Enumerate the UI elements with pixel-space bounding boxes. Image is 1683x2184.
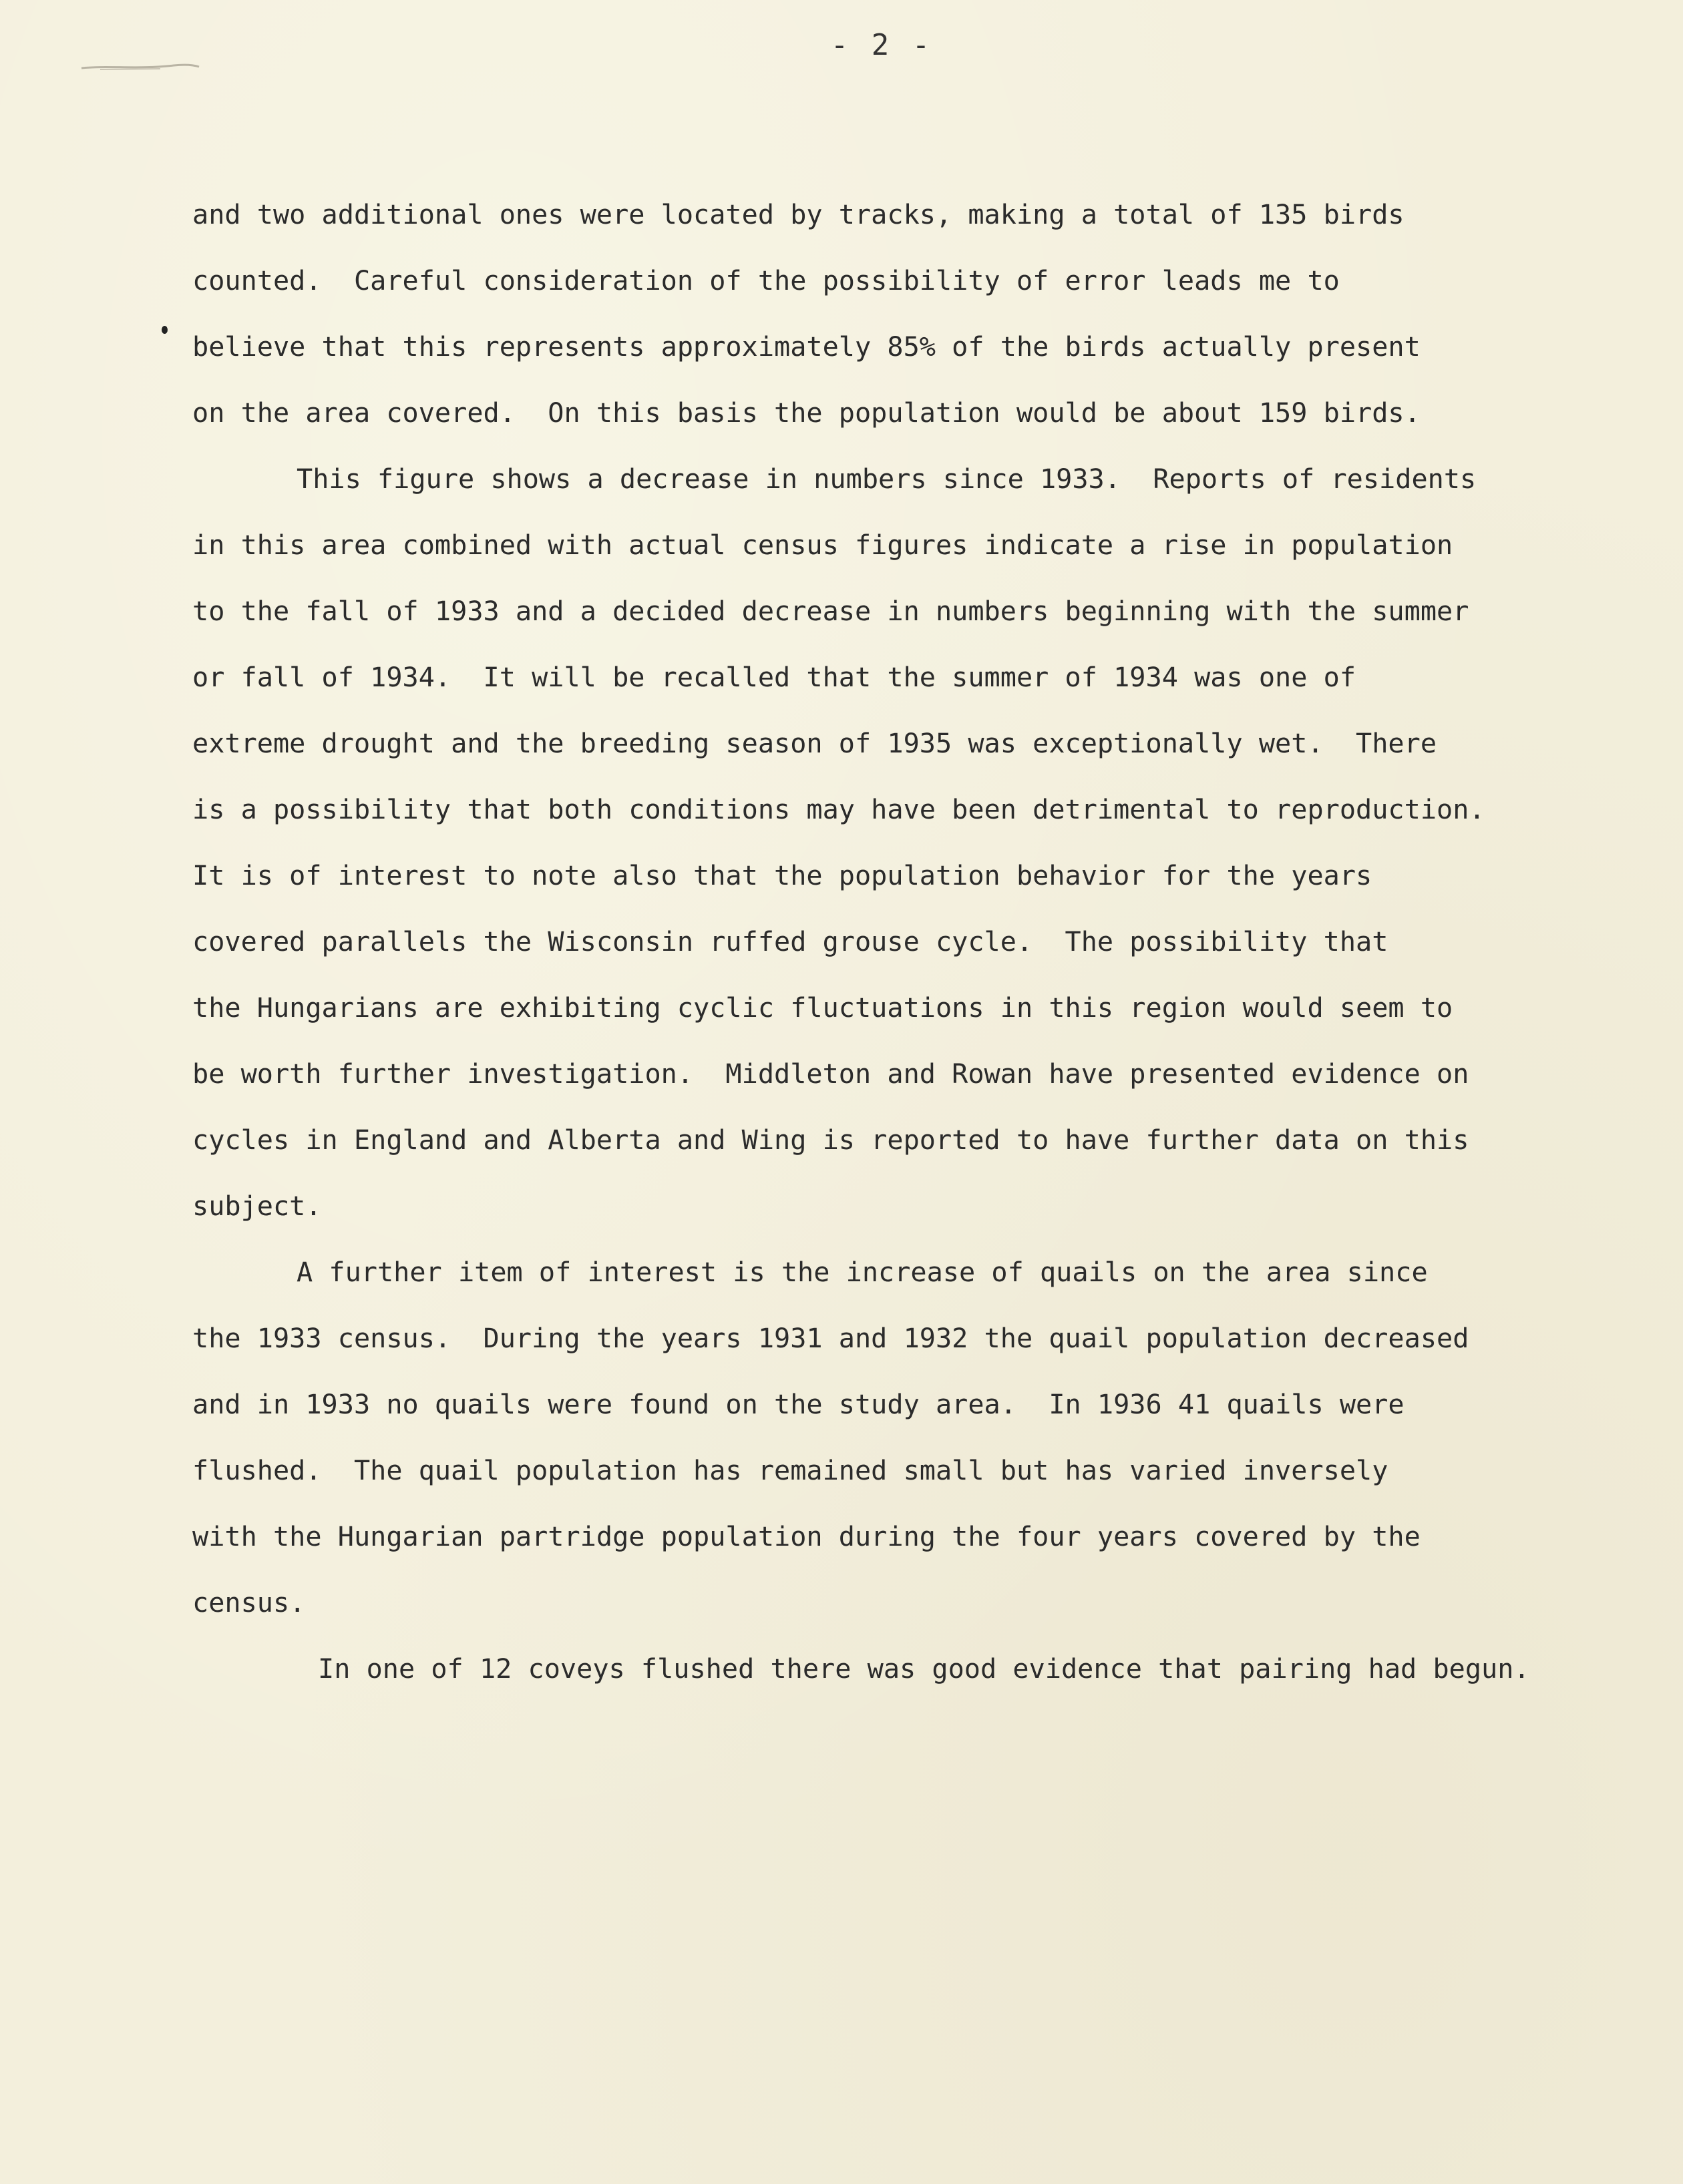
pencil-mark [80, 61, 200, 72]
paragraph-first-line: In one of 12 coveys flushed there was good evidence that pairing had begun. [318, 1654, 1530, 1685]
paragraph-first-line: This figure shows a decrease in numbers since 1933. Reports of residents [297, 464, 1477, 495]
text-line: in this area combined with actual census figures indicate a rise in population [192, 530, 1453, 561]
text-line: It is of interest to note also that the population behavior for the years [192, 861, 1372, 891]
text-line: be worth further investigation. Middleton and Rowan have presented evidence on [192, 1059, 1469, 1090]
text-line: and two additional ones were located by tracks, making a total of 135 birds [192, 200, 1405, 230]
text-line: covered parallels the Wisconsin ruffed grouse cycle. The possibility that [192, 927, 1388, 957]
text-line: census. [192, 1588, 306, 1618]
text-line: cycles in England and Alberta and Wing is reported to have further data on this [192, 1125, 1469, 1156]
typed-body [192, 194, 1568, 1714]
text-line: the Hungarians are exhibiting cyclic fluctuations in this region would seem to [192, 993, 1453, 1024]
text-line: on the area covered. On this basis the population would be about 159 birds. [192, 398, 1421, 429]
text-line: or fall of 1934. It will be recalled that the summer of 1934 was one of [192, 662, 1356, 693]
page-number: - 2 - [830, 28, 933, 62]
text-line: extreme drought and the breeding season of 1935 was exceptionally wet. There [192, 728, 1437, 759]
text-line: is a possibility that both conditions may have been detrimental to reproduction. [192, 795, 1485, 825]
margin-dot [162, 326, 168, 334]
text-line: the 1933 census. During the years 1931 and 1932 the quail population decreased [192, 1323, 1469, 1354]
paragraph-first-line: A further item of interest is the increase of quails on the area since [297, 1257, 1428, 1288]
text-line: and in 1933 no quails were found on the study area. In 1936 41 quails were [192, 1389, 1405, 1420]
text-line: with the Hungarian partridge population during the four years covered by the [192, 1522, 1421, 1552]
text-line: to the fall of 1933 and a decided decrease in numbers beginning with the summer [192, 596, 1469, 627]
text-line: subject. [192, 1191, 322, 1222]
text-line: counted. Careful consideration of the possibility of error leads me to [192, 266, 1340, 296]
text-line: believe that this represents approximately 85% of the birds actually present [192, 332, 1421, 363]
text-line: flushed. The quail population has remained small but has varied inversely [192, 1456, 1388, 1486]
